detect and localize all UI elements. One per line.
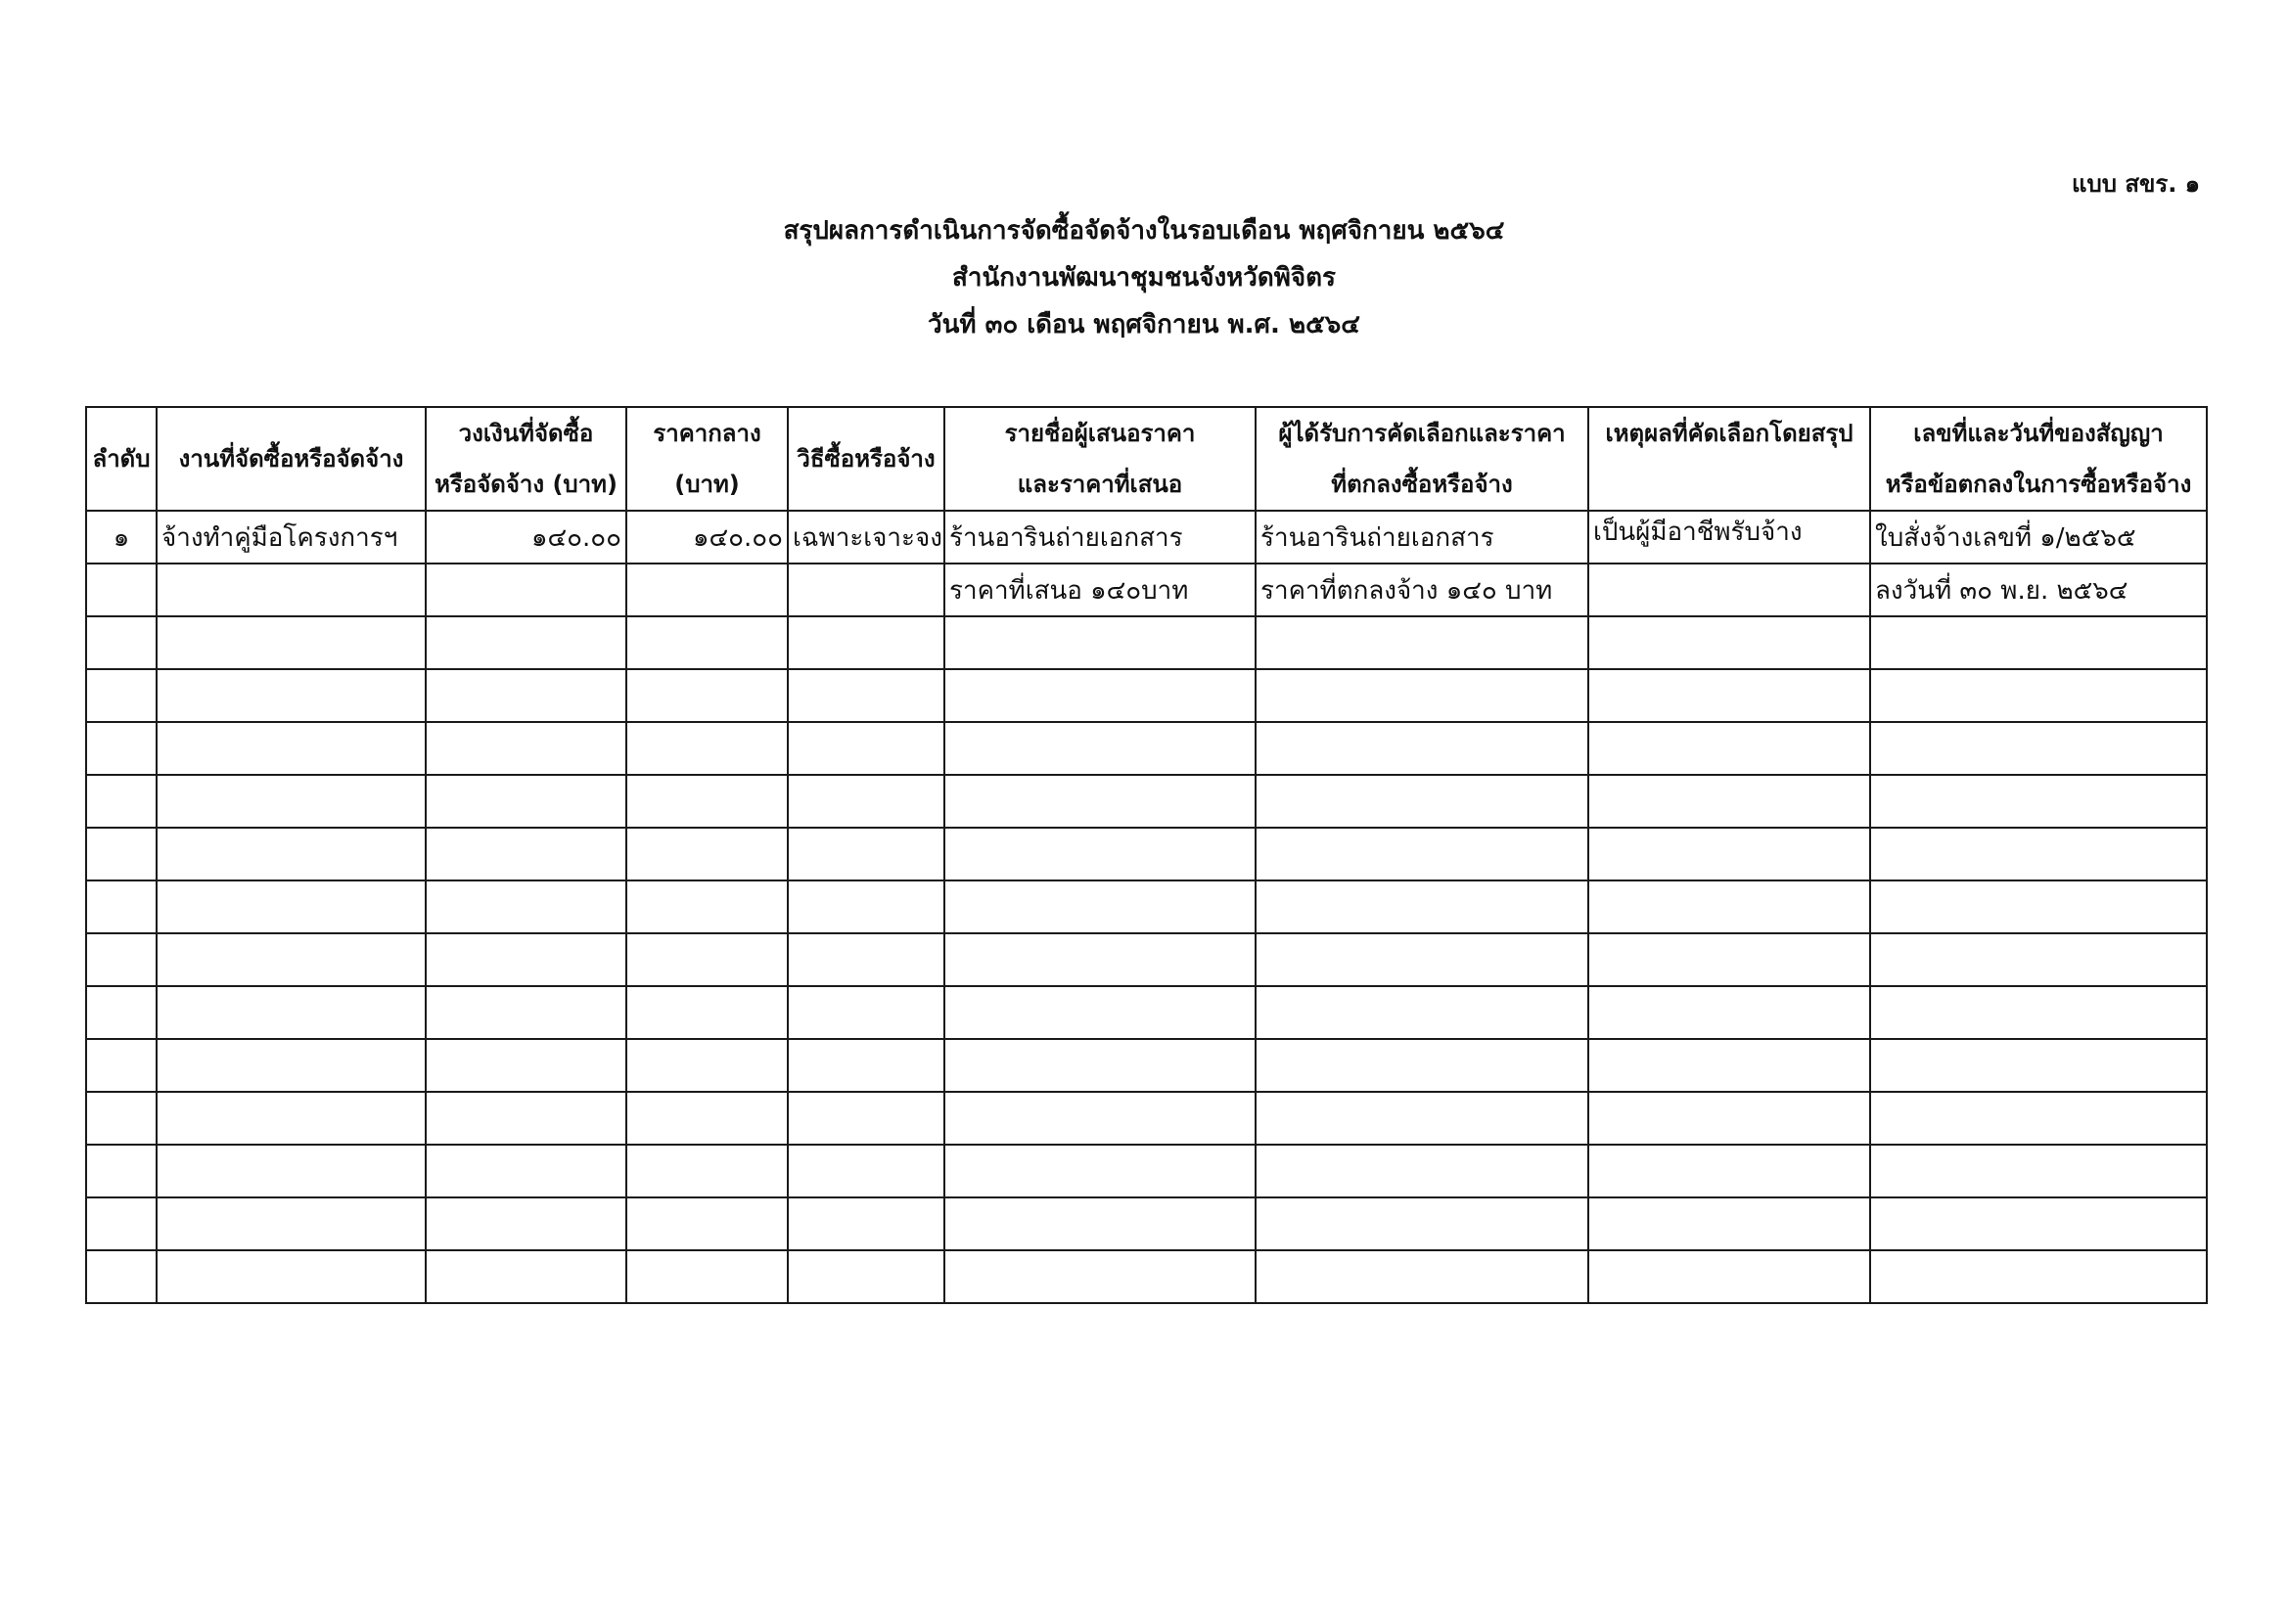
table-row bbox=[86, 986, 2207, 1039]
empty-cell bbox=[626, 1092, 788, 1145]
cell-method: เฉพาะเจาะจง bbox=[788, 511, 944, 564]
empty-cell bbox=[157, 616, 426, 669]
empty-cell bbox=[426, 1039, 626, 1092]
empty-cell bbox=[788, 828, 944, 880]
procurement-summary-table bbox=[85, 406, 2208, 1304]
empty-cell bbox=[426, 1250, 626, 1303]
empty-cell bbox=[626, 933, 788, 986]
empty-cell bbox=[1870, 616, 2207, 669]
cell-method bbox=[788, 564, 944, 616]
empty-cell bbox=[426, 775, 626, 828]
empty-cell bbox=[1870, 1250, 2207, 1303]
empty-cell bbox=[944, 933, 1256, 986]
column-header-item: งานที่จัดซื้อหรือจัดจ้าง bbox=[157, 407, 426, 511]
empty-cell bbox=[1256, 1039, 1588, 1092]
empty-cell bbox=[944, 1250, 1256, 1303]
empty-cell bbox=[1256, 880, 1588, 933]
document-header bbox=[0, 207, 2288, 348]
table-row bbox=[86, 828, 2207, 880]
cell-median-price: ๑๔๐.๐๐ bbox=[626, 511, 788, 564]
empty-cell bbox=[86, 1039, 157, 1092]
column-header-order: ลำดับ bbox=[86, 407, 157, 511]
empty-cell bbox=[788, 1250, 944, 1303]
table-row bbox=[86, 564, 2207, 616]
cell-reason: เป็นผู้มีอาชีพรับจ้าง bbox=[1588, 511, 1870, 564]
empty-cell bbox=[1256, 616, 1588, 669]
empty-cell bbox=[626, 722, 788, 775]
cell-item: จ้างทำคู่มือโครงการฯ bbox=[157, 511, 426, 564]
empty-cell bbox=[1870, 1145, 2207, 1197]
empty-cell bbox=[86, 828, 157, 880]
document-date: วันที่ ๓๐ เดือน พฤศจิกายน พ.ศ. ๒๕๖๔ bbox=[928, 310, 1360, 339]
cell-bidders: ร้านอารินถ่ายเอกสาร bbox=[944, 511, 1256, 564]
empty-cell bbox=[86, 1092, 157, 1145]
cell-bidders: ราคาที่เสนอ ๑๔๐บาท bbox=[944, 564, 1256, 616]
form-code: แบบ สขร. ๑ bbox=[2072, 170, 2200, 198]
empty-cell bbox=[1588, 828, 1870, 880]
column-header-bidders: รายชื่อผู้เสนอราคา และราคาที่เสนอ bbox=[944, 407, 1256, 511]
empty-cell bbox=[1588, 775, 1870, 828]
empty-cell bbox=[1588, 722, 1870, 775]
table-row bbox=[86, 1039, 2207, 1092]
empty-cell bbox=[1870, 722, 2207, 775]
empty-cell bbox=[157, 933, 426, 986]
cell-order: ๑ bbox=[86, 511, 157, 564]
empty-cell bbox=[944, 1145, 1256, 1197]
document-title: สรุปผลการดำเนินการจัดซื้อจัดจ้างในรอบเดือน พฤศจิกายน ๒๕๖๔ bbox=[783, 216, 1505, 246]
agency-name: สำนักงานพัฒนาชุมชนจังหวัดพิจิตร bbox=[951, 263, 1337, 293]
table-body bbox=[86, 511, 2207, 1303]
empty-cell bbox=[944, 775, 1256, 828]
empty-cell bbox=[86, 1145, 157, 1197]
empty-cell bbox=[426, 828, 626, 880]
empty-cell bbox=[157, 986, 426, 1039]
empty-cell bbox=[86, 669, 157, 722]
empty-cell bbox=[1256, 1145, 1588, 1197]
cell-selected: ราคาที่ตกลงจ้าง ๑๔๐ บาท bbox=[1256, 564, 1588, 616]
empty-cell bbox=[626, 986, 788, 1039]
empty-cell bbox=[157, 1197, 426, 1250]
empty-cell bbox=[944, 828, 1256, 880]
empty-cell bbox=[426, 1197, 626, 1250]
empty-cell bbox=[944, 669, 1256, 722]
cell-order bbox=[86, 564, 157, 616]
cell-budget: ๑๔๐.๐๐ bbox=[426, 511, 626, 564]
empty-cell bbox=[788, 1092, 944, 1145]
empty-cell bbox=[1588, 1092, 1870, 1145]
empty-cell bbox=[626, 880, 788, 933]
column-header-method: วิธีซื้อหรือจ้าง bbox=[788, 407, 944, 511]
empty-cell bbox=[157, 775, 426, 828]
empty-cell bbox=[626, 1250, 788, 1303]
empty-cell bbox=[86, 1250, 157, 1303]
table-row bbox=[86, 1250, 2207, 1303]
empty-cell bbox=[944, 1092, 1256, 1145]
empty-cell bbox=[426, 1145, 626, 1197]
empty-cell bbox=[86, 933, 157, 986]
column-header-selected: ผู้ได้รับการคัดเลือกและราคา ที่ตกลงซื้อหรือจ้าง bbox=[1256, 407, 1588, 511]
empty-cell bbox=[788, 1197, 944, 1250]
empty-cell bbox=[788, 933, 944, 986]
table-row bbox=[86, 669, 2207, 722]
empty-cell bbox=[1870, 933, 2207, 986]
empty-cell bbox=[1588, 1039, 1870, 1092]
table-row bbox=[86, 775, 2207, 828]
empty-cell bbox=[788, 722, 944, 775]
empty-cell bbox=[157, 1039, 426, 1092]
column-header-contract: เลขที่และวันที่ของสัญญา หรือข้อตกลงในการซื้อหรือจ้าง bbox=[1870, 407, 2207, 511]
empty-cell bbox=[86, 880, 157, 933]
empty-cell bbox=[426, 1092, 626, 1145]
empty-cell bbox=[788, 616, 944, 669]
empty-cell bbox=[426, 669, 626, 722]
empty-cell bbox=[1588, 1250, 1870, 1303]
table-row bbox=[86, 880, 2207, 933]
empty-cell bbox=[944, 880, 1256, 933]
empty-cell bbox=[1870, 1092, 2207, 1145]
empty-cell bbox=[626, 775, 788, 828]
empty-cell bbox=[1256, 722, 1588, 775]
empty-cell bbox=[1870, 1039, 2207, 1092]
empty-cell bbox=[86, 775, 157, 828]
empty-cell bbox=[1870, 775, 2207, 828]
empty-cell bbox=[1588, 1145, 1870, 1197]
column-header-budget: วงเงินที่จัดซื้อ หรือจัดจ้าง (บาท) bbox=[426, 407, 626, 511]
empty-cell bbox=[86, 616, 157, 669]
empty-cell bbox=[157, 669, 426, 722]
empty-cell bbox=[1256, 986, 1588, 1039]
empty-cell bbox=[157, 828, 426, 880]
empty-cell bbox=[157, 1145, 426, 1197]
empty-cell bbox=[788, 986, 944, 1039]
column-header-median-price: ราคากลาง (บาท) bbox=[626, 407, 788, 511]
empty-cell bbox=[426, 880, 626, 933]
empty-cell bbox=[944, 616, 1256, 669]
empty-cell bbox=[86, 1197, 157, 1250]
empty-cell bbox=[426, 616, 626, 669]
empty-cell bbox=[944, 1039, 1256, 1092]
empty-cell bbox=[1588, 616, 1870, 669]
empty-cell bbox=[1588, 880, 1870, 933]
empty-cell bbox=[944, 986, 1256, 1039]
empty-cell bbox=[788, 880, 944, 933]
empty-cell bbox=[1870, 828, 2207, 880]
empty-cell bbox=[1256, 775, 1588, 828]
empty-cell bbox=[1870, 880, 2207, 933]
table-row bbox=[86, 1197, 2207, 1250]
empty-cell bbox=[626, 669, 788, 722]
empty-cell bbox=[1588, 1197, 1870, 1250]
empty-cell bbox=[944, 1197, 1256, 1250]
empty-cell bbox=[157, 1092, 426, 1145]
empty-cell bbox=[1256, 933, 1588, 986]
empty-cell bbox=[1256, 669, 1588, 722]
cell-reason bbox=[1588, 564, 1870, 616]
empty-cell bbox=[626, 1197, 788, 1250]
empty-cell bbox=[157, 880, 426, 933]
empty-cell bbox=[426, 722, 626, 775]
column-header-reason: เหตุผลที่คัดเลือกโดยสรุป bbox=[1588, 407, 1870, 511]
empty-cell bbox=[157, 722, 426, 775]
empty-cell bbox=[86, 722, 157, 775]
table-row bbox=[86, 722, 2207, 775]
empty-cell bbox=[1588, 933, 1870, 986]
empty-cell bbox=[1588, 669, 1870, 722]
table-row bbox=[86, 616, 2207, 669]
empty-cell bbox=[1870, 986, 2207, 1039]
empty-cell bbox=[626, 1039, 788, 1092]
empty-cell bbox=[788, 669, 944, 722]
empty-cell bbox=[626, 1145, 788, 1197]
empty-cell bbox=[1256, 828, 1588, 880]
table-row bbox=[86, 1145, 2207, 1197]
empty-cell bbox=[626, 616, 788, 669]
cell-item bbox=[157, 564, 426, 616]
empty-cell bbox=[426, 933, 626, 986]
cell-selected: ร้านอารินถ่ายเอกสาร bbox=[1256, 511, 1588, 564]
empty-cell bbox=[1870, 1197, 2207, 1250]
empty-cell bbox=[944, 722, 1256, 775]
empty-cell bbox=[86, 986, 157, 1039]
empty-cell bbox=[1256, 1092, 1588, 1145]
empty-cell bbox=[1256, 1250, 1588, 1303]
cell-contract: ใบสั่งจ้างเลขที่ ๑/๒๕๖๕ bbox=[1870, 511, 2207, 564]
empty-cell bbox=[1256, 1197, 1588, 1250]
empty-cell bbox=[1870, 669, 2207, 722]
table-row bbox=[86, 1092, 2207, 1145]
empty-cell bbox=[788, 775, 944, 828]
empty-cell bbox=[788, 1039, 944, 1092]
empty-cell bbox=[788, 1145, 944, 1197]
cell-median-price bbox=[626, 564, 788, 616]
table-row bbox=[86, 933, 2207, 986]
empty-cell bbox=[1588, 986, 1870, 1039]
empty-cell bbox=[157, 1250, 426, 1303]
empty-cell bbox=[426, 986, 626, 1039]
table-row bbox=[86, 511, 2207, 564]
empty-cell bbox=[626, 828, 788, 880]
table-header-row bbox=[86, 407, 2207, 511]
cell-contract: ลงวันที่ ๓๐ พ.ย. ๒๕๖๔ bbox=[1870, 564, 2207, 616]
cell-budget bbox=[426, 564, 626, 616]
